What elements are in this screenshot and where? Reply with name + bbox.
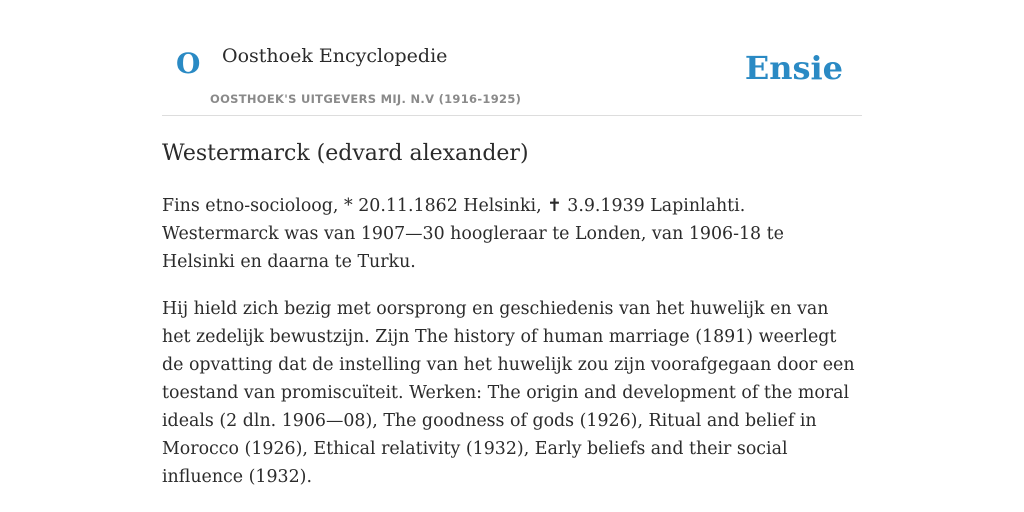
entry-title: Westermarck (edvard alexander) — [162, 141, 529, 166]
page-container — [162, 0, 862, 487]
book-logo[interactable]: O — [176, 47, 201, 80]
entry-paragraph-1: Fins etno-socioloog, * 20.11.1862 Helsinki, ✝ 3.9.1939 Lapinlahti. Westermarck was van 1907—30 hoogleraar te Londen, van 1906-18 te Helsinki en daarna te Turku. — [162, 196, 784, 272]
book-title-link[interactable]: Oosthoek Encyclopedie — [222, 45, 448, 67]
entry-paragraph-2: Hij hield zich bezig met oorsprong en geschiedenis van het huwelijk en van het zedelijk bewustzijn. Zijn The history of human marriage (1891) weerlegt de opvatting dat de instelling van het huwelijk zou zijn voorafgegaan door een toestand van promiscuïteit. Werken: The origin and development of the moral ideals (2 dln. 1906—08), The goodness of gods (1926), Ritual and belief in Morocco (1926), Ethical relativity (1932), Early beliefs and their social influence (1932). — [162, 299, 855, 487]
ensie-logo-link[interactable]: Ensie — [744, 49, 843, 87]
page-header — [162, 0, 862, 116]
publisher-label: OOSTHOEK'S UITGEVERS MIJ. N.V (1916-1925) — [210, 92, 522, 106]
